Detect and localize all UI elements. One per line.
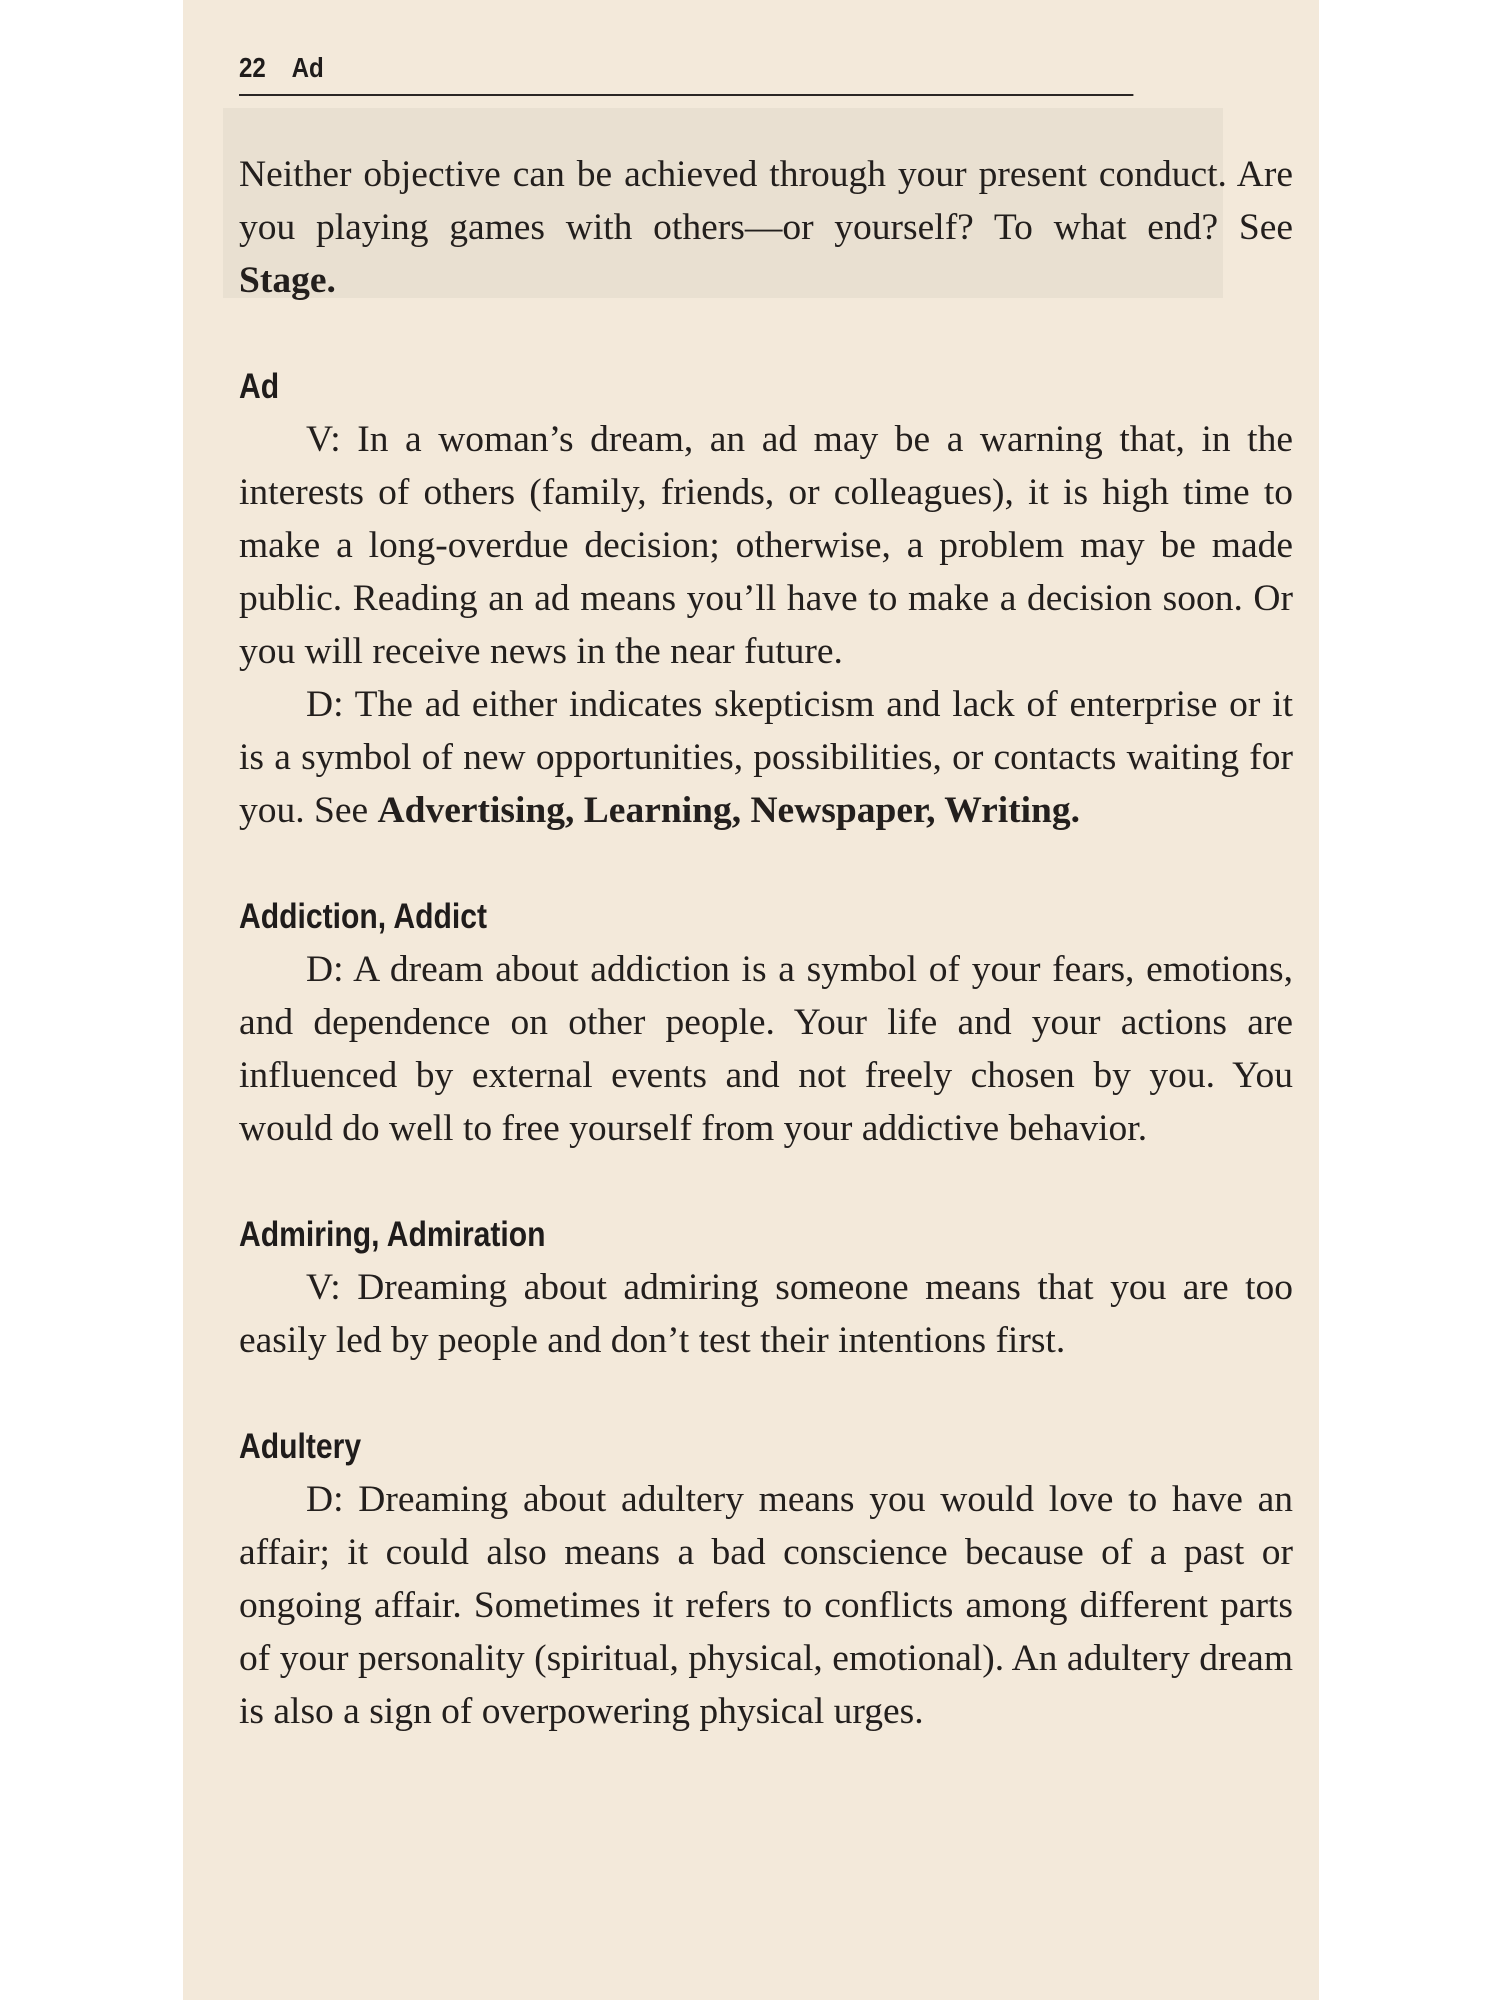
intro-cross-reference: Stage.: [239, 260, 336, 301]
page-body: [239, 148, 1293, 1738]
page-number: 22: [239, 52, 266, 83]
entry-paragraph: [239, 1261, 1293, 1367]
entry-heading-addiction: Addiction, Addict: [239, 897, 488, 936]
entry-heading-admiring: Admiring, Admiration: [239, 1215, 546, 1254]
book-page: [183, 0, 1319, 2000]
entry-text: D: A dream about addiction is a symbol of your fears, emotions, and dependence on other people. Your life and your actions are influenced by external events and not freely chosen by you. You would do well to free yourself from your addictive behavior.: [239, 949, 1293, 1149]
entry-text: V: In a woman’s dream, an ad may be a warning that, in the interests of others (family, friends, or colleagues), it is high time to make a long-overdue decision; otherwise, a problem may be made public. Reading an ad means you’ll have to make a decision soon. Or you will receive news in the near future.: [239, 419, 1293, 672]
entry-paragraph: [239, 943, 1293, 1155]
intro-text: Neither objective can be achieved through your present conduct. Are you playing games with others—or yourself? To what end? See: [239, 154, 1293, 248]
intro-paragraph: [239, 148, 1293, 307]
entry-text: V: Dreaming about admiring someone means that you are too easily led by people and don’t test their intentions first.: [239, 1267, 1293, 1361]
entry-text: D: Dreaming about adultery means you would love to have an affair; it could also means a bad conscience because of a past or ongoing affair. Sometimes it refers to conflicts among different parts of your personality (spiritual, physical, emotional). An adultery dream is also a sign of overpowering physical urges.: [239, 1479, 1293, 1732]
entry-text: D: The ad either indicates skepticism and lack of enterprise or it is a symbol of new opportunities, possibilities, or contacts waiting for you. See: [239, 684, 1293, 831]
entry-paragraph: [239, 413, 1293, 678]
entry-heading-adultery: Adultery: [239, 1427, 362, 1466]
entry-paragraph: [239, 678, 1293, 837]
running-header: [239, 52, 1133, 96]
entry-cross-reference: Advertising, Learning, Newspaper, Writing.: [377, 790, 1081, 831]
entry-heading-ad: Ad: [239, 367, 280, 406]
entry-paragraph: [239, 1473, 1293, 1738]
running-title: Ad: [291, 52, 324, 83]
